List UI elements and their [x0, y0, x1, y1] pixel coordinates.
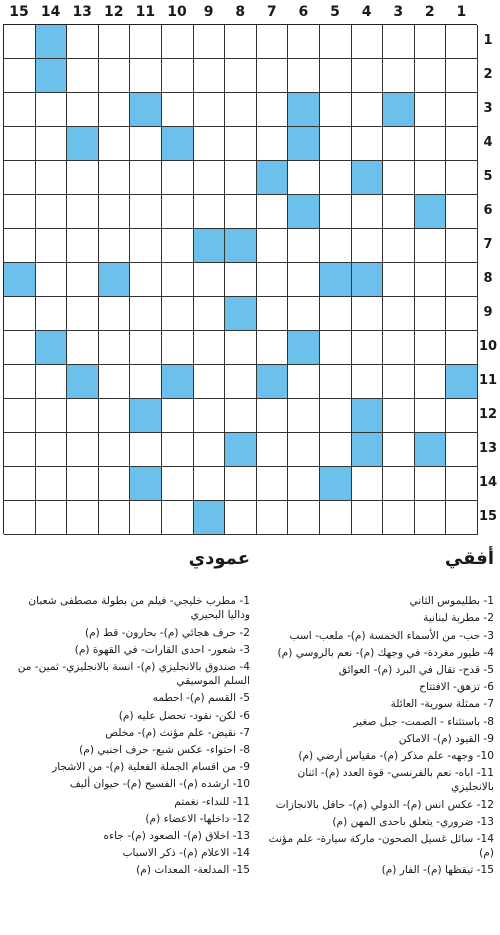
- row-number: 12: [478, 407, 498, 422]
- grid-cell[interactable]: [415, 25, 447, 59]
- grid-cell[interactable]: [415, 467, 447, 501]
- grid-cell[interactable]: [130, 501, 162, 535]
- grid-cell[interactable]: [130, 229, 162, 263]
- column-number: 6: [298, 4, 309, 20]
- grid-cell[interactable]: [130, 331, 162, 365]
- grid-cell[interactable]: [36, 365, 68, 399]
- down-clue: 2- حرف هجائي (م)- بحارون- قط (م): [84, 626, 250, 639]
- across-clue: 15- تيقظها (م)- الفار (م): [381, 864, 494, 877]
- grid-cell[interactable]: [288, 501, 320, 535]
- across-clue: 13- ضروري- يتعلق باحدى المهن (م): [332, 815, 494, 828]
- grid-cell[interactable]: [383, 501, 415, 535]
- across-clue: 2- مطربة لبنانية: [423, 612, 494, 625]
- grid-cell[interactable]: [4, 297, 36, 331]
- grid-cell[interactable]: [446, 433, 478, 467]
- across-clue: 1- بطليموس الثاني: [409, 595, 494, 608]
- grid-cell[interactable]: [225, 25, 257, 59]
- grid-cell[interactable]: [383, 433, 415, 467]
- shaded-cell: [36, 25, 68, 59]
- across-title: أفقي: [444, 548, 494, 569]
- row-number: 10: [478, 339, 498, 354]
- grid-cell[interactable]: [352, 25, 384, 59]
- grid-cell[interactable]: [162, 59, 194, 93]
- grid-cell[interactable]: [415, 59, 447, 93]
- grid-cell[interactable]: [415, 297, 447, 331]
- grid-cell[interactable]: [288, 433, 320, 467]
- grid-cell[interactable]: [320, 25, 352, 59]
- shaded-cell: [352, 263, 384, 297]
- column-number: 8: [235, 4, 246, 20]
- grid-cell[interactable]: [257, 93, 289, 127]
- grid-cell[interactable]: [288, 161, 320, 195]
- shaded-cell: [352, 161, 384, 195]
- grid-cell[interactable]: [288, 229, 320, 263]
- grid-cell[interactable]: [162, 161, 194, 195]
- across-clue-list: [256, 594, 494, 877]
- grid-cell[interactable]: [67, 399, 99, 433]
- grid-cell[interactable]: [162, 297, 194, 331]
- grid-cell[interactable]: [225, 263, 257, 297]
- column-number: 4: [361, 4, 372, 20]
- crossword-grid: [3, 24, 477, 534]
- grid-cell[interactable]: [130, 25, 162, 59]
- grid-cell[interactable]: [415, 263, 447, 297]
- grid-cell[interactable]: [288, 399, 320, 433]
- down-clue: 3- شعور- احدى القارات- في القهوة (م): [74, 643, 250, 656]
- grid-cell[interactable]: [446, 501, 478, 535]
- down-clue-list: [6, 594, 250, 877]
- grid-cell[interactable]: [194, 297, 226, 331]
- down-clue: 5- القسم (م)- احطمه: [152, 692, 250, 705]
- grid-cell[interactable]: [162, 263, 194, 297]
- grid-cell[interactable]: [194, 195, 226, 229]
- grid-cell[interactable]: [36, 297, 68, 331]
- column-number: 13: [72, 4, 92, 20]
- grid-cell[interactable]: [225, 59, 257, 93]
- shaded-cell: [99, 263, 131, 297]
- grid-cell[interactable]: [194, 59, 226, 93]
- grid-cell[interactable]: [415, 127, 447, 161]
- shaded-cell: [36, 331, 68, 365]
- grid-cell[interactable]: [194, 399, 226, 433]
- grid-cell[interactable]: [383, 399, 415, 433]
- grid-cell[interactable]: [446, 59, 478, 93]
- down-clue: 1- مطرب خليجي- فيلم من بطولة مصطفى شعبان وداليا البحيري: [28, 595, 250, 622]
- down-clue: 12- داخلها- الاعضاء (م): [145, 812, 250, 825]
- across-clue: 3- حب- من الأسماء الخمسة (م)- ملعب- اسب: [289, 629, 494, 642]
- shaded-cell: [162, 365, 194, 399]
- down-clue: 7- نقيض- علم مؤنث (م)- مخلص: [105, 726, 250, 739]
- grid-cell[interactable]: [257, 25, 289, 59]
- grid-cell[interactable]: [130, 365, 162, 399]
- shaded-cell: [288, 331, 320, 365]
- across-clue: 12- عكس انس (م)- الدولي (م)- حافل بالانجازات: [275, 798, 494, 811]
- grid-cell[interactable]: [36, 229, 68, 263]
- grid-cell[interactable]: [4, 195, 36, 229]
- grid-cell[interactable]: [446, 161, 478, 195]
- shaded-cell: [4, 263, 36, 297]
- row-number: 3: [483, 101, 493, 116]
- down-clue: 10- ارشده (م)- الفسيح (م)- حيوان أليف: [69, 778, 250, 791]
- grid-cell[interactable]: [99, 467, 131, 501]
- grid-cell[interactable]: [415, 365, 447, 399]
- grid-cell[interactable]: [130, 433, 162, 467]
- grid-cell[interactable]: [36, 467, 68, 501]
- grid-cell[interactable]: [194, 433, 226, 467]
- across-clue: 5- قدح- تقال في البرد (م)- العوائق: [338, 664, 494, 677]
- grid-cell[interactable]: [383, 127, 415, 161]
- grid-cell[interactable]: [352, 501, 384, 535]
- grid-cell[interactable]: [383, 331, 415, 365]
- column-number: 14: [40, 4, 61, 20]
- grid-cell[interactable]: [225, 501, 257, 535]
- across-clue: 6- تزهق- الافتتاح: [419, 681, 494, 694]
- grid-cell[interactable]: [67, 161, 99, 195]
- grid-cell[interactable]: [257, 297, 289, 331]
- shaded-cell: [415, 433, 447, 467]
- down-clue: 13- اخلاق (م)- الصعود (م)- جاءه: [103, 830, 250, 843]
- shaded-cell: [194, 229, 226, 263]
- shaded-cell: [130, 93, 162, 127]
- grid-cell[interactable]: [446, 297, 478, 331]
- grid-cell[interactable]: [446, 331, 478, 365]
- grid-cell[interactable]: [320, 93, 352, 127]
- grid-cell[interactable]: [162, 25, 194, 59]
- grid-cell[interactable]: [36, 263, 68, 297]
- grid-cell[interactable]: [4, 93, 36, 127]
- down-clue: 6- لكن- نقود- تحصل عليه (م): [118, 709, 250, 722]
- grid-cell[interactable]: [257, 331, 289, 365]
- grid-cell[interactable]: [194, 365, 226, 399]
- down-clues-section: [6, 548, 250, 881]
- down-title: عمودي: [188, 548, 250, 569]
- grid-cell[interactable]: [99, 229, 131, 263]
- column-number: 3: [393, 4, 404, 20]
- column-number: 12: [104, 4, 124, 20]
- column-number: 5: [330, 4, 340, 20]
- grid-cell[interactable]: [352, 127, 384, 161]
- across-clue: 10- وجهه- علم مذكر (م)- مقياس أرضي (م): [298, 750, 494, 763]
- row-number: 7: [483, 237, 493, 252]
- grid-cell[interactable]: [130, 59, 162, 93]
- grid-cell[interactable]: [162, 467, 194, 501]
- grid-cell[interactable]: [4, 433, 36, 467]
- row-number: 1: [483, 33, 493, 48]
- grid-cell[interactable]: [67, 195, 99, 229]
- shaded-cell: [383, 93, 415, 127]
- shaded-cell: [352, 433, 384, 467]
- grid-cell[interactable]: [130, 161, 162, 195]
- grid-cell[interactable]: [67, 433, 99, 467]
- grid-cell[interactable]: [320, 365, 352, 399]
- grid-cell[interactable]: [194, 161, 226, 195]
- grid-cell[interactable]: [4, 127, 36, 161]
- grid-cell[interactable]: [4, 501, 36, 535]
- across-clue: 11- اباه- نعم بالفرنسي- قوة العدد (م)- اثنان بالانجليزي: [297, 767, 494, 794]
- grid-cell[interactable]: [257, 263, 289, 297]
- shaded-cell: [320, 263, 352, 297]
- grid-cell[interactable]: [288, 297, 320, 331]
- grid-cell[interactable]: [225, 195, 257, 229]
- grid-cell[interactable]: [36, 501, 68, 535]
- grid-cell[interactable]: [257, 433, 289, 467]
- grid-cell[interactable]: [415, 161, 447, 195]
- down-clue: 9- من اقسام الجملة الفعلية (م)- من الاشجار: [52, 761, 250, 774]
- shaded-cell: [257, 161, 289, 195]
- shaded-cell: [257, 365, 289, 399]
- grid-cell[interactable]: [225, 331, 257, 365]
- grid-cell[interactable]: [383, 297, 415, 331]
- shaded-cell: [67, 365, 99, 399]
- shaded-cell: [415, 195, 447, 229]
- grid-cell[interactable]: [352, 93, 384, 127]
- grid-cell[interactable]: [446, 93, 478, 127]
- grid-cell[interactable]: [99, 331, 131, 365]
- shaded-cell: [36, 59, 68, 93]
- grid-cell[interactable]: [36, 127, 68, 161]
- grid-cell[interactable]: [383, 59, 415, 93]
- grid-cell[interactable]: [225, 365, 257, 399]
- grid-cell[interactable]: [67, 467, 99, 501]
- grid-cell[interactable]: [320, 127, 352, 161]
- grid-cell[interactable]: [67, 263, 99, 297]
- grid-cell[interactable]: [162, 399, 194, 433]
- row-number: 5: [483, 169, 493, 184]
- grid-cell[interactable]: [225, 93, 257, 127]
- across-clue: 9- القيود (م)- الاماكن: [398, 732, 494, 745]
- grid-cell[interactable]: [99, 25, 131, 59]
- grid-cell[interactable]: [194, 467, 226, 501]
- shaded-cell: [446, 365, 478, 399]
- grid-cell[interactable]: [415, 229, 447, 263]
- grid-cell[interactable]: [320, 501, 352, 535]
- row-number: 4: [483, 135, 493, 150]
- down-clue: 14- الاعلام (م)- ذكر الاسباب: [122, 847, 250, 860]
- grid-cell[interactable]: [36, 433, 68, 467]
- grid-cell[interactable]: [99, 127, 131, 161]
- grid-cell[interactable]: [352, 59, 384, 93]
- grid-cell[interactable]: [194, 93, 226, 127]
- down-clue: 11- للنداء- نغمتم: [174, 795, 250, 808]
- grid-cell[interactable]: [288, 263, 320, 297]
- shaded-cell: [130, 399, 162, 433]
- grid-cell[interactable]: [36, 399, 68, 433]
- grid-cell[interactable]: [4, 59, 36, 93]
- grid-cell[interactable]: [320, 229, 352, 263]
- grid-cell[interactable]: [288, 467, 320, 501]
- grid-cell[interactable]: [383, 25, 415, 59]
- grid-cell[interactable]: [257, 59, 289, 93]
- grid-cell[interactable]: [130, 263, 162, 297]
- grid-cell[interactable]: [4, 25, 36, 59]
- grid-cell[interactable]: [99, 93, 131, 127]
- grid-cell[interactable]: [194, 127, 226, 161]
- grid-cell[interactable]: [99, 59, 131, 93]
- grid-cell[interactable]: [257, 467, 289, 501]
- grid-cell[interactable]: [383, 263, 415, 297]
- grid-cell[interactable]: [194, 331, 226, 365]
- grid-cell[interactable]: [67, 229, 99, 263]
- grid-cell[interactable]: [383, 365, 415, 399]
- column-number: 9: [203, 4, 214, 20]
- grid-cell[interactable]: [352, 229, 384, 263]
- grid-cell[interactable]: [320, 161, 352, 195]
- grid-cell[interactable]: [446, 127, 478, 161]
- grid-cell[interactable]: [446, 25, 478, 59]
- grid-cell[interactable]: [162, 93, 194, 127]
- grid-cell[interactable]: [99, 433, 131, 467]
- grid-cell[interactable]: [288, 25, 320, 59]
- shaded-cell: [130, 467, 162, 501]
- shaded-cell: [320, 467, 352, 501]
- grid-cell[interactable]: [4, 467, 36, 501]
- row-number: 9: [483, 305, 493, 320]
- grid-cell[interactable]: [320, 59, 352, 93]
- shaded-cell: [225, 433, 257, 467]
- shaded-cell: [225, 229, 257, 263]
- grid-cell[interactable]: [446, 399, 478, 433]
- column-number: 1: [456, 4, 467, 20]
- grid-cell[interactable]: [67, 297, 99, 331]
- row-number: 14: [478, 475, 498, 490]
- grid-cell[interactable]: [99, 297, 131, 331]
- row-number: 8: [483, 271, 493, 286]
- grid-cell[interactable]: [99, 501, 131, 535]
- shaded-cell: [352, 399, 384, 433]
- grid-cell[interactable]: [4, 331, 36, 365]
- across-clue: 4- طيور مغردة- في وجهك (م)- نعم بالروسي (م): [277, 646, 494, 659]
- grid-cell[interactable]: [67, 501, 99, 535]
- grid-cell[interactable]: [4, 399, 36, 433]
- grid-cell[interactable]: [320, 399, 352, 433]
- grid-cell[interactable]: [415, 501, 447, 535]
- down-clue: 8- احتواء- عكس شبع- حرف اجنبي (م): [79, 744, 250, 757]
- across-clues-section: [256, 548, 494, 881]
- grid-cell[interactable]: [320, 433, 352, 467]
- shaded-cell: [288, 195, 320, 229]
- grid-cell[interactable]: [383, 467, 415, 501]
- grid-cell[interactable]: [99, 399, 131, 433]
- grid-cell[interactable]: [225, 399, 257, 433]
- grid-cell[interactable]: [257, 229, 289, 263]
- grid-cell[interactable]: [320, 297, 352, 331]
- column-number: 10: [167, 4, 187, 20]
- row-number: 2: [483, 67, 493, 82]
- grid-cell[interactable]: [320, 331, 352, 365]
- grid-cell[interactable]: [415, 399, 447, 433]
- down-clue: 15- المدلعة- المعدات (م): [136, 864, 250, 877]
- grid-cell[interactable]: [162, 433, 194, 467]
- column-number: 2: [424, 4, 435, 20]
- shaded-cell: [194, 501, 226, 535]
- grid-cell[interactable]: [130, 297, 162, 331]
- column-number: 7: [266, 4, 277, 20]
- grid-cell[interactable]: [415, 331, 447, 365]
- shaded-cell: [225, 297, 257, 331]
- grid-cell[interactable]: [225, 161, 257, 195]
- grid-cell[interactable]: [162, 229, 194, 263]
- down-clue: 4- صندوق بالانجليزي (م)- انسة بالانجليزي- ثمين- من السلم الموسيقي: [17, 661, 250, 688]
- row-number: 15: [478, 509, 498, 524]
- grid-cell[interactable]: [225, 467, 257, 501]
- grid-cell[interactable]: [288, 59, 320, 93]
- grid-cell[interactable]: [352, 195, 384, 229]
- shaded-cell: [288, 93, 320, 127]
- row-number: 13: [478, 441, 498, 456]
- grid-cell[interactable]: [352, 467, 384, 501]
- grid-cell[interactable]: [67, 93, 99, 127]
- grid-cell[interactable]: [194, 263, 226, 297]
- grid-cell[interactable]: [4, 365, 36, 399]
- grid-cell[interactable]: [446, 263, 478, 297]
- shaded-cell: [288, 127, 320, 161]
- grid-cell[interactable]: [257, 501, 289, 535]
- grid-cell[interactable]: [4, 229, 36, 263]
- grid-cell[interactable]: [446, 467, 478, 501]
- grid-cell[interactable]: [99, 195, 131, 229]
- across-clue: 14- سائل غسيل الصحون- ماركة سيارة- علم مؤنث (م): [268, 833, 494, 860]
- column-number: 15: [9, 4, 29, 20]
- grid-cell[interactable]: [36, 195, 68, 229]
- grid-cell[interactable]: [257, 399, 289, 433]
- across-clue: 7- ممثلة سورية- العائلة: [390, 698, 494, 711]
- grid-cell[interactable]: [257, 195, 289, 229]
- grid-cell[interactable]: [67, 59, 99, 93]
- grid-cell[interactable]: [288, 365, 320, 399]
- grid-cell[interactable]: [36, 93, 68, 127]
- grid-cell[interactable]: [162, 501, 194, 535]
- grid-cell[interactable]: [352, 297, 384, 331]
- grid-cell[interactable]: [194, 25, 226, 59]
- grid-cell[interactable]: [67, 331, 99, 365]
- grid-cell[interactable]: [36, 161, 68, 195]
- shaded-cell: [162, 127, 194, 161]
- row-number: 6: [483, 203, 493, 218]
- row-number: 11: [478, 373, 498, 388]
- grid-cell[interactable]: [352, 365, 384, 399]
- grid-cell[interactable]: [225, 127, 257, 161]
- grid-cell[interactable]: [415, 93, 447, 127]
- grid-cell[interactable]: [162, 195, 194, 229]
- shaded-cell: [67, 127, 99, 161]
- grid-cell[interactable]: [130, 195, 162, 229]
- grid-cell[interactable]: [99, 365, 131, 399]
- grid-cell[interactable]: [446, 229, 478, 263]
- grid-cell[interactable]: [162, 331, 194, 365]
- grid-cell[interactable]: [67, 25, 99, 59]
- grid-cell[interactable]: [446, 195, 478, 229]
- grid-cell[interactable]: [383, 161, 415, 195]
- across-clue: 8- باستثناء - الصمت- جبل صغير: [353, 715, 494, 728]
- grid-cell[interactable]: [257, 127, 289, 161]
- grid-cell[interactable]: [352, 331, 384, 365]
- column-number: 11: [135, 4, 156, 20]
- grid-cell[interactable]: [4, 161, 36, 195]
- grid-cell[interactable]: [383, 229, 415, 263]
- grid-cell[interactable]: [320, 195, 352, 229]
- grid-cell[interactable]: [130, 127, 162, 161]
- grid-cell[interactable]: [383, 195, 415, 229]
- grid-cell[interactable]: [99, 161, 131, 195]
